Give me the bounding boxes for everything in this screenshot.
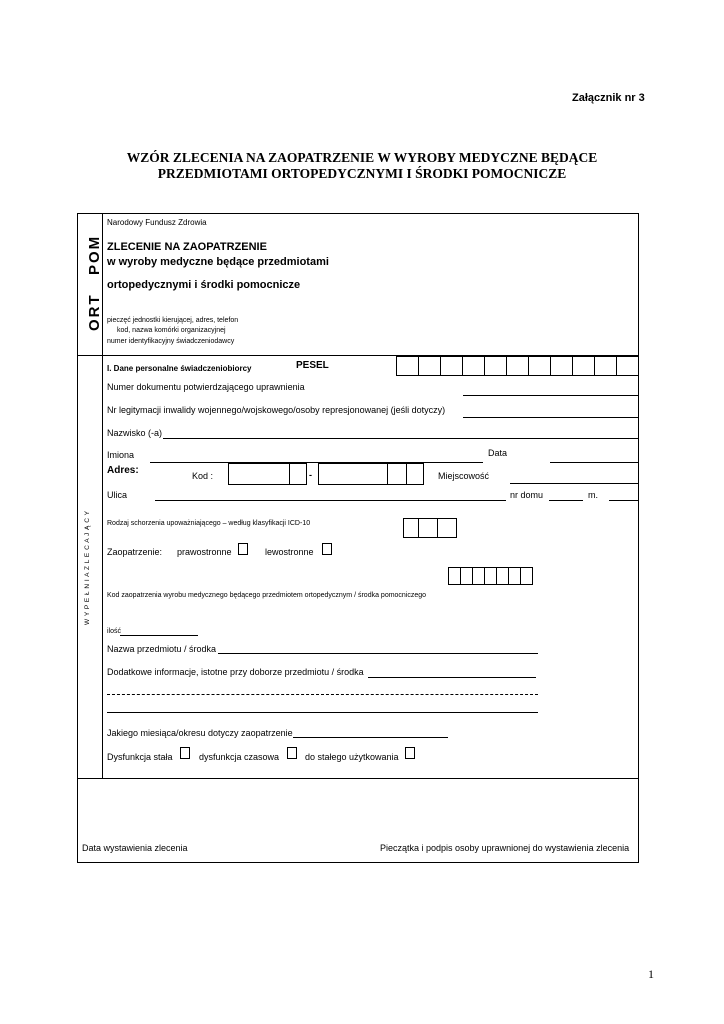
stamp-signature-label: Pieczątka i podpis osoby uprawnionej do wystawienia zlecenia	[380, 843, 630, 853]
house-number-label: nr domu	[510, 490, 544, 500]
order-title-line2: w wyroby medyczne będące przedmiotami	[107, 256, 329, 268]
surname-label: Nazwisko (-a)	[107, 428, 163, 438]
stamp-text-line2: kod, nazwa komórki organizacyjnej	[117, 327, 226, 334]
order-title-line3: ortopedycznymi i środki pomocnicze	[107, 279, 301, 291]
doc-number-label: Numer dokumentu potwierdzającego uprawnienia	[107, 382, 305, 392]
left-side-label: lewostronne	[265, 547, 314, 557]
id-card-label: Nr legitymacji inwalidy wojennego/wojskowego/osoby represjonowanej (jeśli dotyczy)	[107, 405, 446, 415]
postcode-label: Kod :	[192, 471, 214, 481]
doc-number-field[interactable]	[463, 395, 638, 396]
additional-info-line3[interactable]	[107, 712, 538, 713]
flat-number-label: m.	[588, 490, 598, 500]
annex-label: Załącznik nr 3	[572, 92, 645, 104]
item-name-label: Nazwa przedmiotu / środka	[107, 644, 217, 654]
form-frame	[77, 213, 639, 863]
stamp-text-line1: pieczęć jednostki kierującej, adres, telefon	[107, 317, 239, 324]
id-card-field[interactable]	[463, 417, 638, 418]
side-label-pom: POM	[86, 234, 103, 275]
street-label: Ulica	[107, 490, 128, 500]
supply-label: Zaopatrzenie:	[107, 547, 163, 557]
quantity-label: ilość	[107, 628, 122, 635]
additional-info-line2[interactable]	[107, 694, 538, 695]
page-number: 1	[648, 967, 654, 981]
supply-code-label: Kod zaopatrzenia wyrobu medycznego będącego przedmiotem ortopedycznym / środka pomocniczego	[107, 592, 427, 599]
date-field[interactable]	[550, 462, 638, 463]
pesel-input[interactable]	[396, 356, 639, 376]
additional-info-label: Dodatkowe informacje, istotne przy doborze przedmiotu / środka	[107, 667, 364, 677]
issue-date-label: Data wystawienia zlecenia	[82, 843, 188, 853]
icd10-input[interactable]	[403, 518, 457, 538]
flat-number-field[interactable]	[609, 500, 638, 501]
side-label-ort: ORT	[86, 293, 103, 331]
permanent-use-label: do stałego użytkowania	[305, 752, 399, 762]
permanent-use-checkbox[interactable]	[405, 747, 415, 759]
surname-field[interactable]	[163, 438, 638, 439]
postcode-dash: -	[309, 470, 312, 480]
dysfunction-temporary-label: dysfunkcja czasowa	[199, 752, 280, 762]
personal-data-heading: I. Dane personalne świadczeniobiorcy	[107, 364, 252, 373]
quantity-field[interactable]	[120, 635, 198, 636]
pesel-label: PESEL	[296, 360, 329, 371]
names-label: Imiona	[107, 450, 135, 460]
postcode-part1-input[interactable]	[228, 463, 307, 485]
date-label: Data	[488, 448, 508, 458]
body-divider	[77, 778, 638, 779]
address-label: Adres:	[107, 465, 139, 476]
disease-label: Rodzaj schorzenia upoważniającego – według klasyfikacji ICD-10	[107, 520, 311, 527]
stamp-text-line3: numer identyfikacyjny świadczeniodawcy	[107, 338, 235, 345]
fund-name: Narodowy Fundusz Zdrowia	[107, 218, 207, 227]
city-field[interactable]	[510, 483, 638, 484]
period-label: Jakiego miesiąca/okresu dotyczy zaopatrzenie	[107, 728, 293, 738]
title-line1: WZÓR ZLECENIA NA ZAOPATRZENIE W WYROBY MEDYCZNE BĘDĄCE	[126, 150, 598, 165]
dysfunction-temporary-checkbox[interactable]	[287, 747, 297, 759]
dysfunction-permanent-label: Dysfunkcja stała	[107, 752, 173, 762]
item-name-field[interactable]	[218, 653, 538, 654]
street-field[interactable]	[155, 500, 506, 501]
order-title-line1: ZLECENIE NA ZAOPATRZENIE	[107, 241, 267, 253]
left-side-checkbox[interactable]	[322, 543, 332, 555]
right-side-checkbox[interactable]	[238, 543, 248, 555]
side-label-ordering: W Y P E Ł N I A Z L E C A J Ą C Y	[84, 510, 91, 625]
period-field[interactable]	[293, 737, 448, 738]
postcode-part2-input[interactable]	[318, 463, 424, 485]
right-side-label: prawostronne	[177, 547, 232, 557]
names-field[interactable]	[150, 462, 483, 463]
supply-code-input[interactable]	[448, 567, 533, 585]
additional-info-field[interactable]	[368, 677, 536, 678]
title-line2: PRZEDMIOTAMI ORTOPEDYCZNYMI I ŚRODKI POMOCNICZE	[157, 166, 567, 181]
dysfunction-permanent-checkbox[interactable]	[180, 747, 190, 759]
house-number-field[interactable]	[549, 500, 583, 501]
city-label: Miejscowość	[438, 471, 490, 481]
